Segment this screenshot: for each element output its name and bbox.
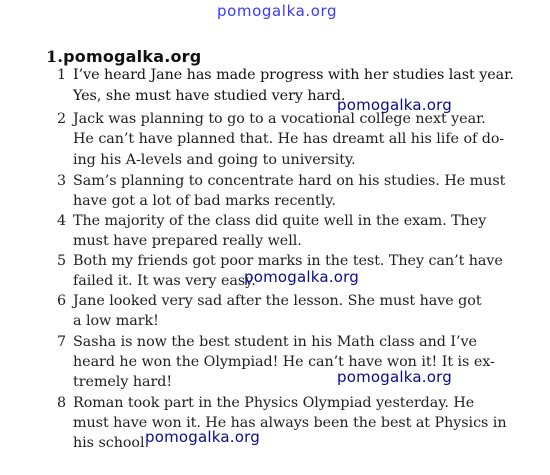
watermark: pomogalka.org	[337, 96, 452, 114]
watermark: pomogalka.org	[337, 368, 452, 386]
item-line: a low mark!	[73, 313, 159, 329]
heading-site-label: pomogalka.org	[63, 47, 202, 66]
item-line: Roman took part in the Physics Olympiad yesterday. He	[73, 395, 475, 411]
item-number: 7	[57, 334, 67, 350]
item-line: tremely hard!	[73, 374, 173, 390]
watermark-top: pomogalka.org	[217, 2, 338, 20]
item-line: Sasha is now the best student in his Math class and I’ve	[73, 334, 477, 350]
item-line: He can’t have planned that. He has dreamt all his life of do-	[73, 131, 505, 147]
item-number: 4	[57, 213, 67, 229]
item-line: have got a lot of bad marks recently.	[73, 193, 336, 209]
item-number: 3	[57, 173, 67, 189]
item-number: 2	[57, 111, 67, 127]
item-line: Jane looked very sad after the lesson. She must have got	[73, 293, 482, 309]
item-line: I’ve heard Jane has made progress with her studies last year.	[73, 67, 514, 83]
item-line: failed it. It was very easy.	[73, 273, 256, 289]
item-number: 8	[57, 395, 67, 411]
watermark: pomogalka.org	[145, 428, 260, 446]
item-line: must have won it. He has always been the best at Physics in	[73, 415, 507, 431]
item-line: Jack was planning to go to a vocational college next year.	[73, 111, 486, 127]
exercise-number: 1.	[46, 47, 64, 66]
item-number: 5	[57, 253, 67, 269]
item-line: ing his A-levels and going to university.	[73, 152, 356, 168]
watermark: pomogalka.org	[244, 268, 359, 286]
item-line: Both my friends got poor marks in the test. They can’t have	[73, 253, 503, 269]
exercise-heading	[46, 47, 201, 66]
item-line: Sam’s planning to concentrate hard on his studies. He must	[73, 173, 506, 189]
item-line: his school.	[73, 435, 149, 451]
item-number: 6	[57, 293, 67, 309]
item-line: heard he won the Olympiad! He can’t have won it! It is ex-	[73, 354, 495, 370]
item-line: must have prepared really well.	[73, 233, 302, 249]
item-number: 1	[57, 67, 67, 83]
item-line: The majority of the class did quite well in the exam. They	[73, 213, 487, 229]
item-line: Yes, she must have studied very hard.	[73, 88, 346, 104]
